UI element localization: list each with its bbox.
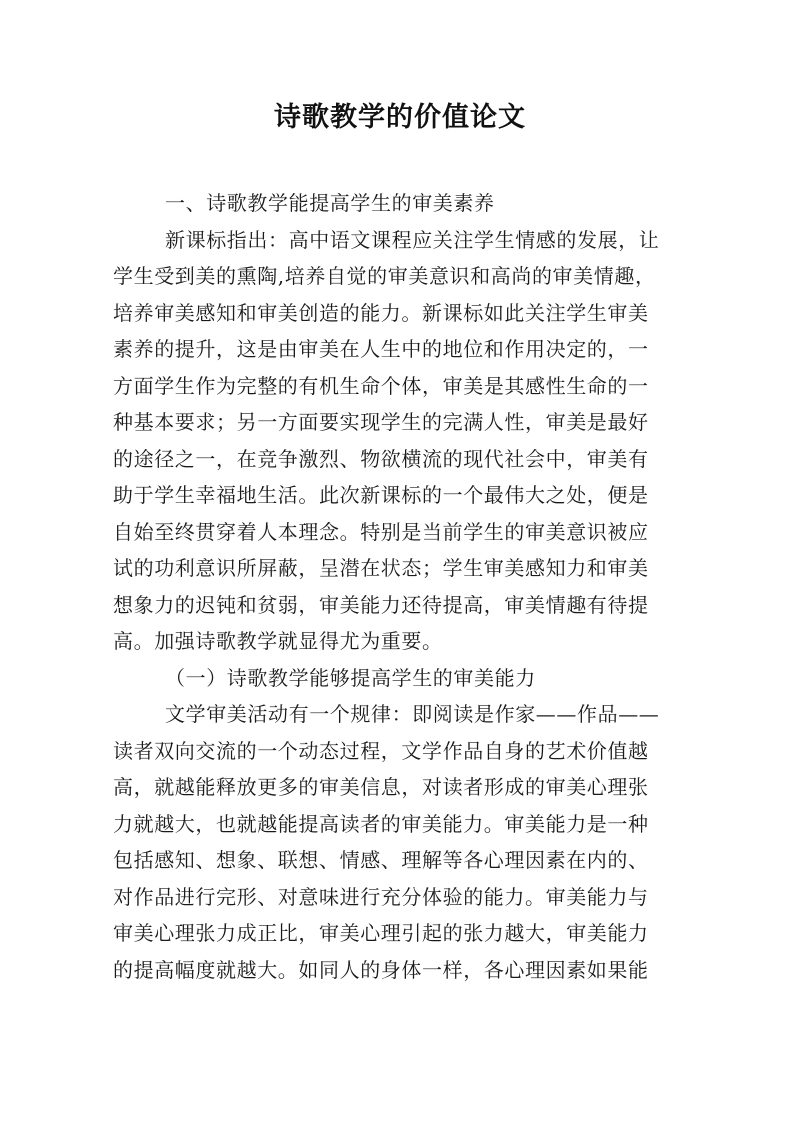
paragraph-line: 学生受到美的熏陶,培养自觉的审美意识和高尚的审美情趣，: [113, 264, 656, 288]
paragraph-line: 方面学生作为完整的有机生命个体，审美是其感性生命的一: [113, 373, 649, 398]
paragraph-line: 想象力的迟钝和贫弱，审美能力还待提高，审美情趣有待提: [113, 592, 649, 617]
paragraph-line: 种基本要求；另一方面要实现学生的完满人性，审美是最好: [113, 410, 649, 434]
paragraph-line: 助于学生幸福地生活。此次新课标的一个最伟大之处，便是: [113, 483, 649, 507]
paragraph-line: 高。加强诗歌教学就显得尤为重要。: [113, 629, 443, 653]
paragraph-line: 高，就越能释放更多的审美信息，对读者形成的审美心理张: [113, 775, 649, 799]
section-heading-line: （一）诗歌教学能够提高学生的审美能力: [165, 665, 536, 690]
paragraph-line: 力就越大，也就越能提高读者的审美能力。审美能力是一种: [113, 811, 649, 836]
paragraph-line: 文学审美活动有一个规律：即阅读是作家——作品——: [165, 702, 660, 726]
paragraph-line: 的提高幅度就越大。如同人的身体一样，各心理因素如果能: [113, 957, 649, 982]
paragraph-line: 试的功利意识所屏蔽，呈潜在状态；学生审美感知力和审美: [113, 556, 649, 580]
paragraph-line: 素养的提升，这是由审美在人生中的地位和作用决定的，一: [113, 337, 649, 361]
paragraph-line: 培养审美感知和审美创造的能力。新课标如此关注学生审美: [113, 300, 649, 325]
paragraph-line: 对作品进行完形、对意味进行充分体验的能力。审美能力与: [113, 884, 649, 909]
document-body: [113, 185, 693, 988]
paragraph-line: 包括感知、想象、联想、情感、理解等各心理因素在内的、: [113, 848, 649, 872]
paragraph-line: 的途径之一，在竞争激烈、物欲横流的现代社会中，审美有: [113, 446, 649, 471]
paragraph-line: 新课标指出：高中语文课程应关注学生情感的发展，让: [165, 227, 660, 252]
paragraph-line: 自始至终贯穿着人本理念。特别是当前学生的审美意识被应: [113, 519, 649, 544]
section-heading-line: 一、诗歌教学能提高学生的审美素养: [165, 191, 495, 215]
paragraph-line: 审美心理张力成正比，审美心理引起的张力越大，审美能力: [113, 921, 649, 945]
paragraph-line: 读者双向交流的一个动态过程，文学作品自身的艺术价值越: [113, 738, 649, 763]
document-title: 诗歌教学的价值论文: [274, 102, 526, 133]
